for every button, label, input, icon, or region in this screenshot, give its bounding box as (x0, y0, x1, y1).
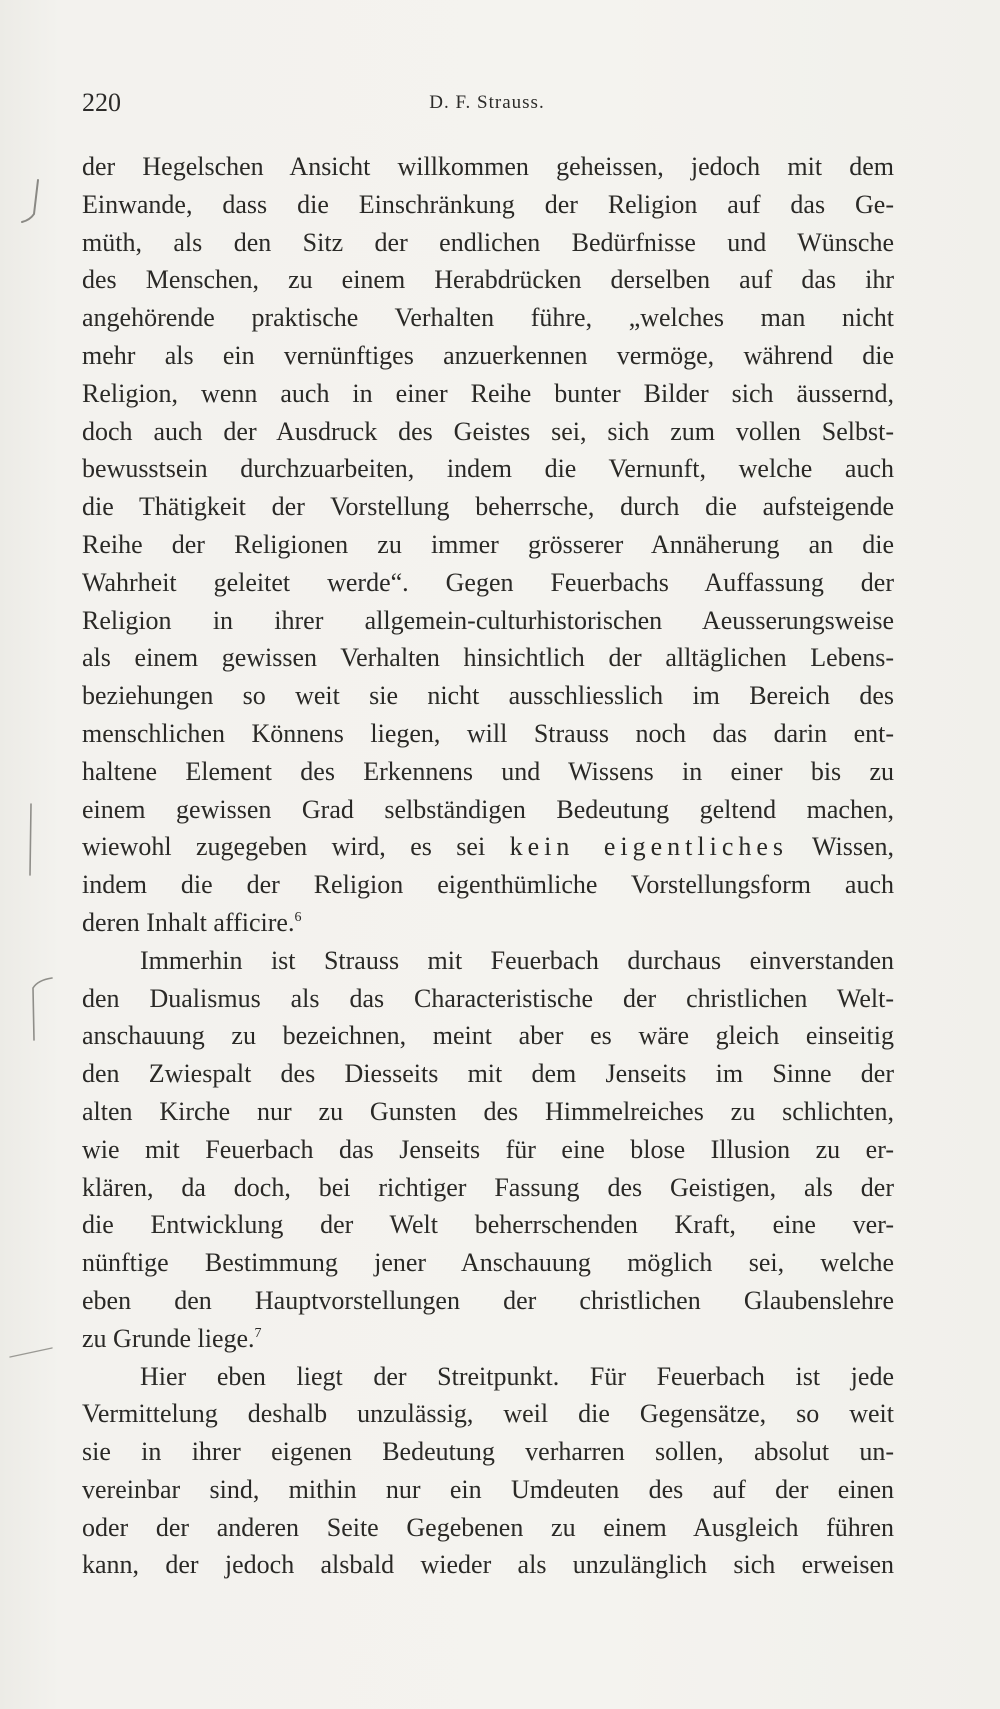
text-line: haltene Element des Erkennens und Wissens in einer bis zu (82, 756, 894, 786)
footnote-marker: 6 (294, 909, 302, 925)
pencil-check-mark (22, 180, 38, 222)
text-line: anschauung zu bezeichnen, meint aber es wäre gleich einseitig (82, 1021, 894, 1051)
text-line: einem gewissen Grad selbständigen Bedeutung geltend machen, (82, 794, 894, 824)
text-line: sie in ihrer eigenen Bedeutung verharren sollen, absolut un- (82, 1437, 894, 1467)
text-line: vereinbar sind, mithin nur ein Umdeuten des auf der einen (82, 1474, 894, 1504)
text-line: indem die der Religion eigenthümliche Vorstellungsform auch (82, 870, 894, 900)
text-line: nünftige Bestimmung jener Anschauung möglich sei, welche (82, 1248, 894, 1278)
text-line-indented: Immerhin ist Strauss mit Feuerbach durchaus einverstanden (140, 945, 894, 975)
page-header (82, 88, 892, 122)
spaced-emphasis: kein eigentliches (509, 832, 789, 862)
text-fragment: zu Grunde liege. (82, 1323, 255, 1353)
text-fragment: deren Inhalt afficire. (82, 907, 295, 937)
text-line: die Thätigkeit der Vorstellung beherrsche, durch die aufsteigende (82, 492, 894, 522)
text-line: die Entwicklung der Welt beherrschenden Kraft, eine ver- (82, 1210, 894, 1240)
paragraph-3 (82, 1358, 894, 1585)
text-line: bewusstsein durchzuarbeiten, indem die Vernunft, welche auch (82, 454, 894, 484)
text-line: der Hegelschen Ansicht willkommen geheissen, jedoch mit dem (82, 152, 894, 181)
text-line: angehörende praktische Verhalten führe, „welches man nicht (82, 303, 894, 333)
text-line: wie mit Feuerbach das Jenseits für eine blose Illusion zu er- (82, 1134, 894, 1164)
page-number: 220 (82, 88, 121, 117)
paragraph-1 (82, 148, 894, 942)
text-line: klären, da doch, bei richtiger Fassung des Geistigen, als der (82, 1172, 894, 1202)
text-line: den Zwiespalt des Diesseits mit dem Jenseits im Sinne der (82, 1059, 894, 1089)
text-line: eben den Hauptvorstellungen der christlichen Glaubenslehre (82, 1285, 894, 1315)
text-line: kann, der jedoch alsbald wieder als unzulänglich sich erweisen (82, 1550, 894, 1580)
text-line: Einwande, dass die Einschränkung der Religion auf das Ge- (82, 189, 894, 219)
text-line-emphasis (82, 828, 894, 866)
footnote-marker: 7 (254, 1325, 262, 1341)
pencil-sideline (30, 804, 31, 875)
text-line-last (82, 1320, 894, 1358)
text-line: oder der anderen Seite Gegebenen zu einem Ausgleich führen (82, 1512, 894, 1542)
text-line: Wahrheit geleitet werde“. Gegen Feuerbachs Auffassung der (82, 567, 894, 597)
text-line: Vermittelung deshalb unzulässig, weil die Gegensätze, so weit (82, 1399, 894, 1429)
text-line: als einem gewissen Verhalten hinsichtlich der alltäglichen Lebens- (82, 643, 894, 673)
text-line: menschlichen Könnens liegen, will Strauss noch das darin ent- (82, 718, 894, 748)
text-line: alten Kirche nur zu Gunsten des Himmelreiches zu schlichten, (82, 1096, 894, 1126)
text-line-indented: Hier eben liegt der Streitpunkt. Für Feuerbach ist jede (140, 1361, 894, 1391)
paragraph-2 (82, 942, 894, 1358)
text-line: Reihe der Religionen zu immer grösserer Annäherung an die (82, 529, 894, 559)
text-fragment: wiewohl zugegeben wird, es sei (82, 832, 510, 862)
pencil-bracket (33, 978, 52, 1040)
text-fragment: Wissen, (788, 832, 895, 862)
text-line: mehr als ein vernünftiges anzuerkennen vermöge, während die (82, 340, 894, 370)
text-line: Religion, wenn auch in einer Reihe bunter Bilder sich äussernd, (82, 378, 894, 408)
text-line: Religion in ihrer allgemein-culturhistorischen Aeusserungsweise (82, 605, 894, 635)
text-line: beziehungen so weit sie nicht ausschliesslich im Bereich des (82, 681, 894, 711)
text-line: den Dualismus als das Characteristische der christlichen Welt- (82, 983, 894, 1013)
text-line-last (82, 904, 894, 942)
running-head: D. F. Strauss. (429, 92, 545, 113)
pencil-dash (10, 1348, 52, 1357)
text-line: des Menschen, zu einem Herabdrücken derselben auf das ihr (82, 265, 894, 295)
text-line: doch auch der Ausdruck des Geistes sei, sich zum vollen Selbst- (82, 416, 894, 446)
body-text (82, 148, 894, 1584)
text-line: müth, als den Sitz der endlichen Bedürfnisse und Wünsche (82, 227, 894, 257)
